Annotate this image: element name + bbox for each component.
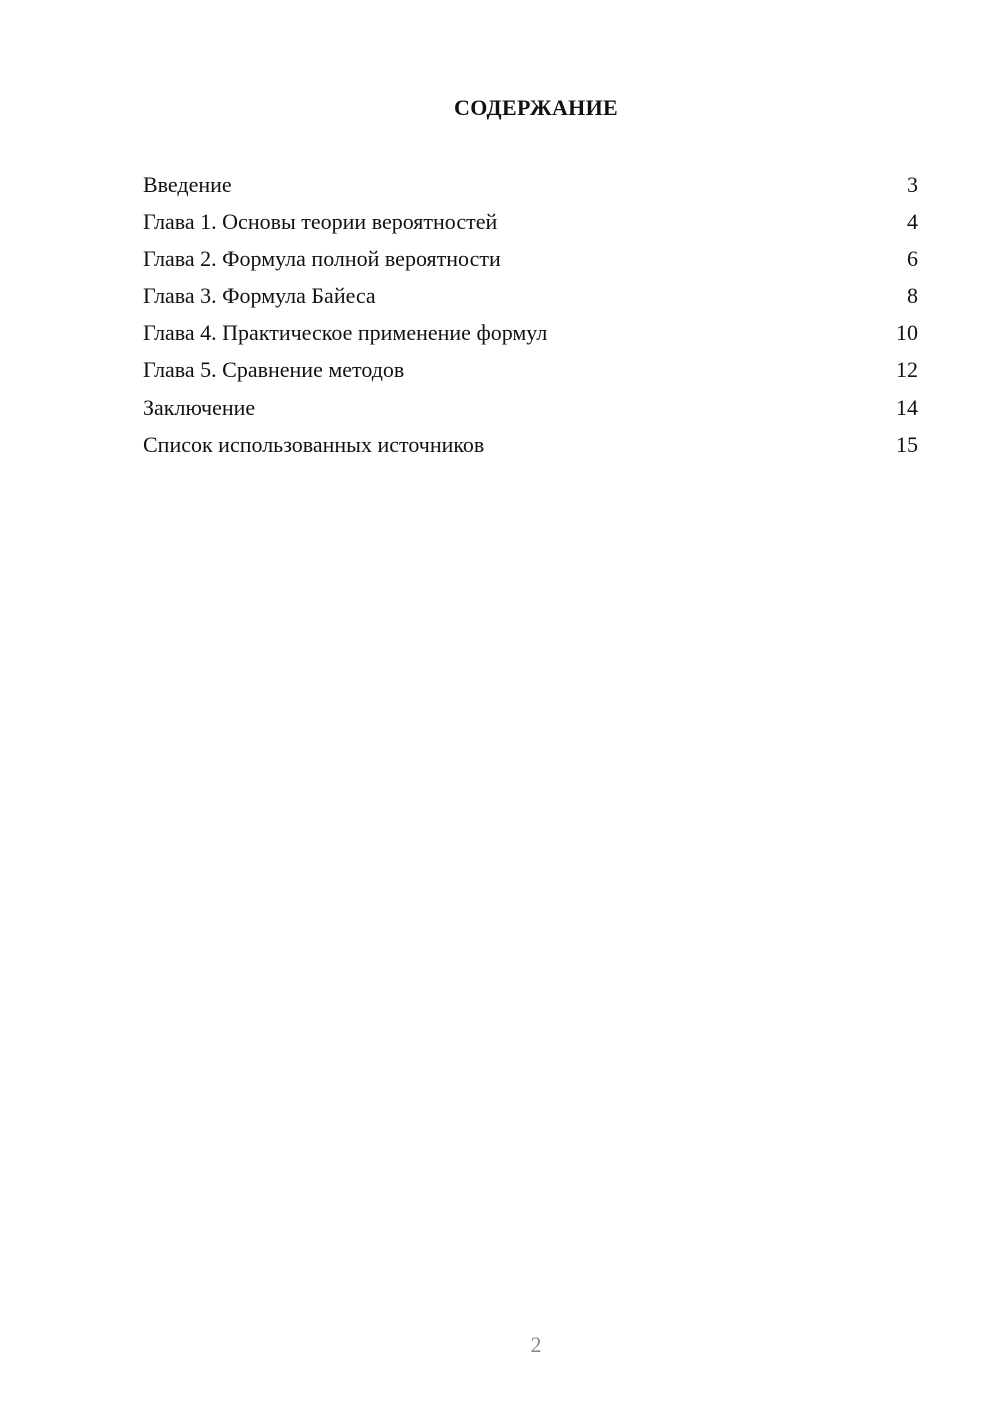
table-of-contents <box>143 168 918 465</box>
toc-item-chapter-2 <box>143 242 918 279</box>
toc-item-page: 8 <box>907 283 918 309</box>
toc-item-conclusion <box>143 391 918 428</box>
toc-item-label: Введение <box>143 172 232 197</box>
toc-item-label: Глава 3. Формула Байеса <box>143 283 376 309</box>
toc-item-references <box>143 428 918 465</box>
toc-item-page: 4 <box>907 209 918 235</box>
toc-item-page: 6 <box>907 246 918 272</box>
toc-item-label: Глава 2. Формула полной вероятности <box>143 246 501 272</box>
toc-item-chapter-5 <box>143 353 918 390</box>
page-title: СОДЕРЖАНИЕ <box>454 95 618 120</box>
toc-item-page: 10 <box>896 320 918 346</box>
toc-item-label: Глава 5. Сравнение методов <box>143 357 405 383</box>
toc-item-chapter-1 <box>143 205 918 242</box>
toc-item-chapter-3 <box>143 279 918 316</box>
toc-item-label: Заключение <box>143 394 256 420</box>
toc-item-chapter-4 <box>143 316 918 353</box>
toc-item-page: 14 <box>896 394 918 420</box>
toc-item-label: Глава 4. Практическое применение формул <box>143 320 548 346</box>
toc-item-introduction <box>143 168 918 205</box>
toc-item-page: 15 <box>896 431 918 457</box>
toc-item-page: 3 <box>907 172 918 197</box>
page-number: 2 <box>530 1332 542 1357</box>
toc-item-label: Глава 1. Основы теории вероятностей <box>143 209 498 235</box>
toc-item-page: 12 <box>896 357 918 383</box>
toc-item-label: Список использованных источников <box>143 431 485 457</box>
